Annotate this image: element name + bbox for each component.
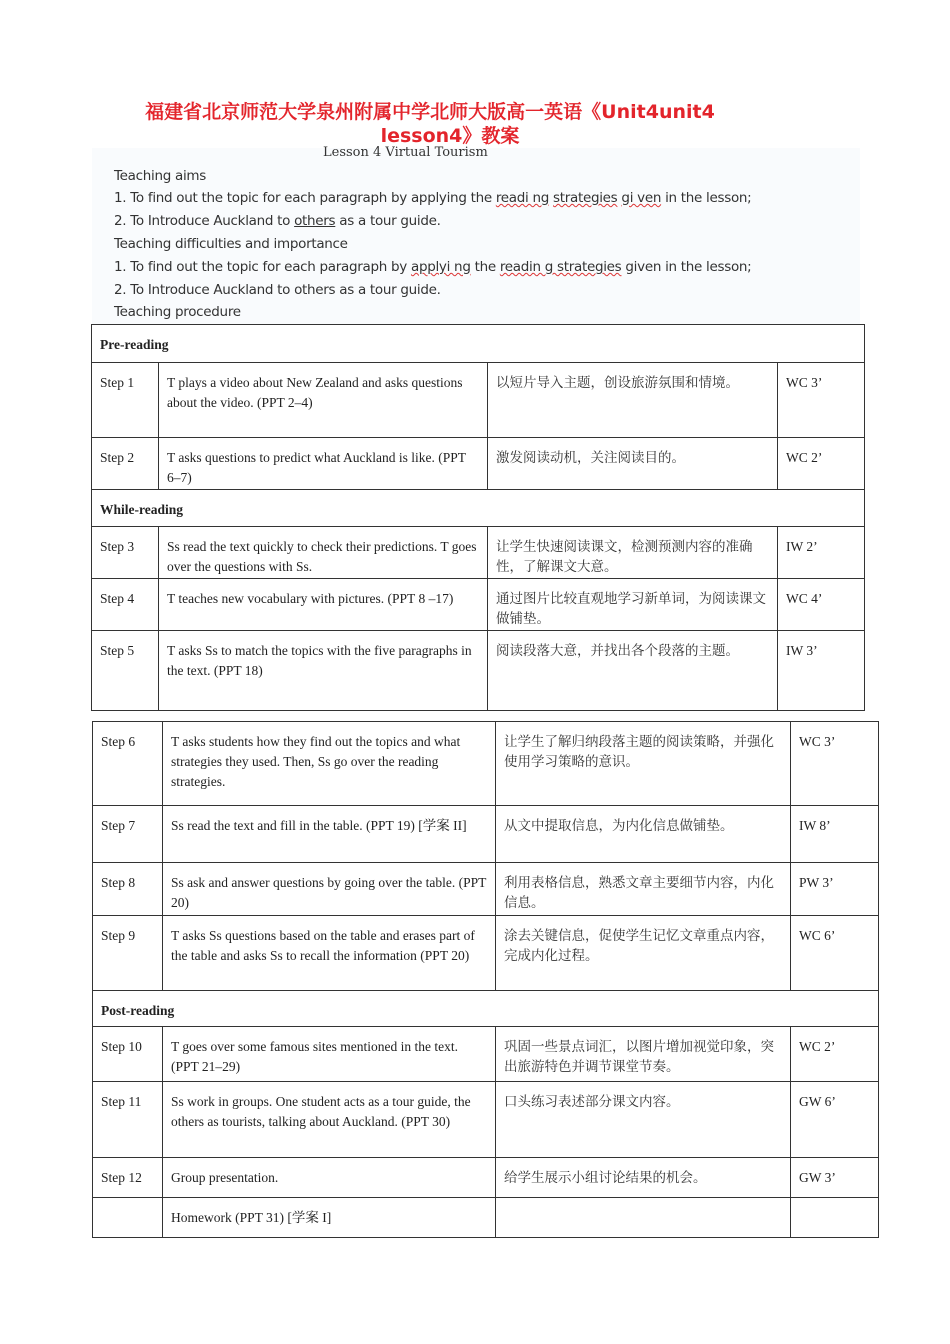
difficulty-1 bbox=[114, 259, 751, 275]
table-row bbox=[93, 1082, 879, 1158]
purpose-cell: 通过图片比较直观地学习新单词，为阅读课文做铺垫。 bbox=[488, 579, 778, 631]
time-cell: GW 3’ bbox=[791, 1158, 879, 1198]
section-while-reading: While-reading bbox=[92, 490, 865, 527]
activity-cell: T asks questions to predict what Auckland is like. (PPT 6–7) bbox=[159, 438, 488, 490]
diff-1-word: applyi ng bbox=[410, 259, 471, 275]
time-cell: PW 3’ bbox=[791, 863, 879, 916]
purpose-cell: 以短片导入主题，创设旅游氛围和情境。 bbox=[488, 363, 778, 438]
table-row bbox=[93, 722, 879, 806]
time-cell: IW 3’ bbox=[778, 631, 865, 711]
teaching-aims-heading: Teaching aims bbox=[114, 168, 206, 184]
activity-cell: T goes over some famous sites mentioned in the text. (PPT 21–29) bbox=[163, 1027, 496, 1082]
table-row bbox=[93, 1158, 879, 1198]
purpose-cell bbox=[496, 1198, 791, 1238]
time-cell: WC 3’ bbox=[778, 363, 865, 438]
table-row bbox=[93, 1198, 879, 1238]
time-cell: WC 3’ bbox=[791, 722, 879, 806]
aim-1 bbox=[114, 190, 751, 206]
teaching-aims-block bbox=[92, 148, 860, 324]
table-row bbox=[92, 631, 865, 711]
activity-cell: T asks students how they find out the topics and what strategies they used. Then, Ss go over the reading strategies. bbox=[163, 722, 496, 806]
step-cell: Step 1 bbox=[92, 363, 159, 438]
aim-2-text: 2. To Introduce Auckland to bbox=[114, 213, 295, 229]
difficulties-heading: Teaching difficulties and importance bbox=[114, 236, 348, 252]
title-line-2: lesson4》教案 bbox=[380, 125, 520, 147]
table-row bbox=[92, 363, 865, 438]
table-row bbox=[92, 527, 865, 579]
activity-cell: Ss work in groups. One student acts as a tour guide, the others as tourists, talking about Auckland. (PPT 30) bbox=[163, 1082, 496, 1158]
purpose-cell: 给学生展示小组讨论结果的机会。 bbox=[496, 1158, 791, 1198]
activity-cell: Ss read the text and fill in the table. (PPT 19) [学案 II] bbox=[163, 806, 496, 863]
step-cell: Step 5 bbox=[92, 631, 159, 711]
step-cell: Step 4 bbox=[92, 579, 159, 631]
aim-1-text: in the lesson; bbox=[661, 190, 752, 206]
step-cell: Step 10 bbox=[93, 1027, 163, 1082]
step-cell bbox=[93, 1198, 163, 1238]
purpose-cell: 从文中提取信息，为内化信息做铺垫。 bbox=[496, 806, 791, 863]
time-cell: WC 6’ bbox=[791, 916, 879, 991]
step-cell: Step 7 bbox=[93, 806, 163, 863]
diff-1-text: given in the lesson; bbox=[621, 259, 752, 275]
purpose-cell: 口头练习表述部分课文内容。 bbox=[496, 1082, 791, 1158]
table-row bbox=[93, 1027, 879, 1082]
step-cell: Step 9 bbox=[93, 916, 163, 991]
aim-2-text: as a tour guide. bbox=[335, 213, 441, 229]
aim-1-word: readi ng bbox=[495, 190, 549, 206]
table-row bbox=[92, 579, 865, 631]
activity-cell: Ss read the text quickly to check their predictions. T goes over the questions with Ss. bbox=[159, 527, 488, 579]
step-cell: Step 2 bbox=[92, 438, 159, 490]
time-cell: IW 8’ bbox=[791, 806, 879, 863]
time-cell: IW 2’ bbox=[778, 527, 865, 579]
procedure-table-1 bbox=[91, 324, 865, 711]
step-cell: Step 8 bbox=[93, 863, 163, 916]
table-row bbox=[93, 916, 879, 991]
aim-2 bbox=[114, 213, 441, 229]
step-cell: Step 11 bbox=[93, 1082, 163, 1158]
time-cell bbox=[791, 1198, 879, 1238]
purpose-cell: 阅读段落大意，并找出各个段落的主题。 bbox=[488, 631, 778, 711]
activity-cell: T asks Ss questions based on the table and erases part of the table and asks Ss to recall the information (PPT 20) bbox=[163, 916, 496, 991]
lesson-subtitle: Lesson 4 Virtual Tourism bbox=[323, 145, 488, 160]
procedure-heading: Teaching procedure bbox=[114, 304, 241, 320]
time-cell: WC 4’ bbox=[778, 579, 865, 631]
section-pre-reading: Pre-reading bbox=[92, 325, 865, 363]
purpose-cell: 利用表格信息，熟悉文章主要细节内容，内化信息。 bbox=[496, 863, 791, 916]
purpose-cell: 巩固一些景点词汇，以图片增加视觉印象，突出旅游特色并调节课堂节奏。 bbox=[496, 1027, 791, 1082]
time-cell: GW 6’ bbox=[791, 1082, 879, 1158]
aim-2-word: others bbox=[294, 213, 336, 229]
document-title bbox=[0, 100, 860, 148]
diff-1-text: 1. To find out the topic for each paragraph by bbox=[114, 259, 411, 275]
step-cell: Step 3 bbox=[92, 527, 159, 579]
section-post-reading: Post-reading bbox=[93, 991, 879, 1027]
aim-1-text: 1. To find out the topic for each paragraph by applying the bbox=[114, 190, 496, 206]
diff-1-text: the bbox=[470, 259, 500, 275]
table-row bbox=[93, 806, 879, 863]
table-row bbox=[93, 863, 879, 916]
procedure-table-2 bbox=[92, 721, 879, 1238]
difficulty-2: 2. To Introduce Auckland to others as a tour guide. bbox=[114, 282, 441, 298]
step-cell: Step 6 bbox=[93, 722, 163, 806]
step-cell: Step 12 bbox=[93, 1158, 163, 1198]
table-row bbox=[92, 438, 865, 490]
activity-cell: Group presentation. bbox=[163, 1158, 496, 1198]
purpose-cell: 涂去关键信息，促使学生记忆文章重点内容，完成内化过程。 bbox=[496, 916, 791, 991]
time-cell: WC 2’ bbox=[778, 438, 865, 490]
activity-cell: Homework (PPT 31) [学案 I] bbox=[163, 1198, 496, 1238]
aim-1-word: strategies bbox=[553, 190, 618, 206]
diff-1-word: readin g strategies bbox=[499, 259, 622, 275]
activity-cell: T teaches new vocabulary with pictures. (PPT 8 –17) bbox=[159, 579, 488, 631]
activity-cell: T plays a video about New Zealand and asks questions about the video. (PPT 2–4) bbox=[159, 363, 488, 438]
time-cell: WC 2’ bbox=[791, 1027, 879, 1082]
aim-1-word: gi ven bbox=[621, 190, 662, 206]
purpose-cell: 让学生了解归纳段落主题的阅读策略，并强化使用学习策略的意识。 bbox=[496, 722, 791, 806]
title-line-1: 福建省北京师范大学泉州附属中学北师大版高一英语《Unit4unit4 bbox=[145, 101, 715, 123]
purpose-cell: 让学生快速阅读课文，检测预测内容的准确性，了解课文大意。 bbox=[488, 527, 778, 579]
activity-cell: Ss ask and answer questions by going over the table. (PPT 20) bbox=[163, 863, 496, 916]
purpose-cell: 激发阅读动机，关注阅读目的。 bbox=[488, 438, 778, 490]
activity-cell: T asks Ss to match the topics with the five paragraphs in the text. (PPT 18) bbox=[159, 631, 488, 711]
